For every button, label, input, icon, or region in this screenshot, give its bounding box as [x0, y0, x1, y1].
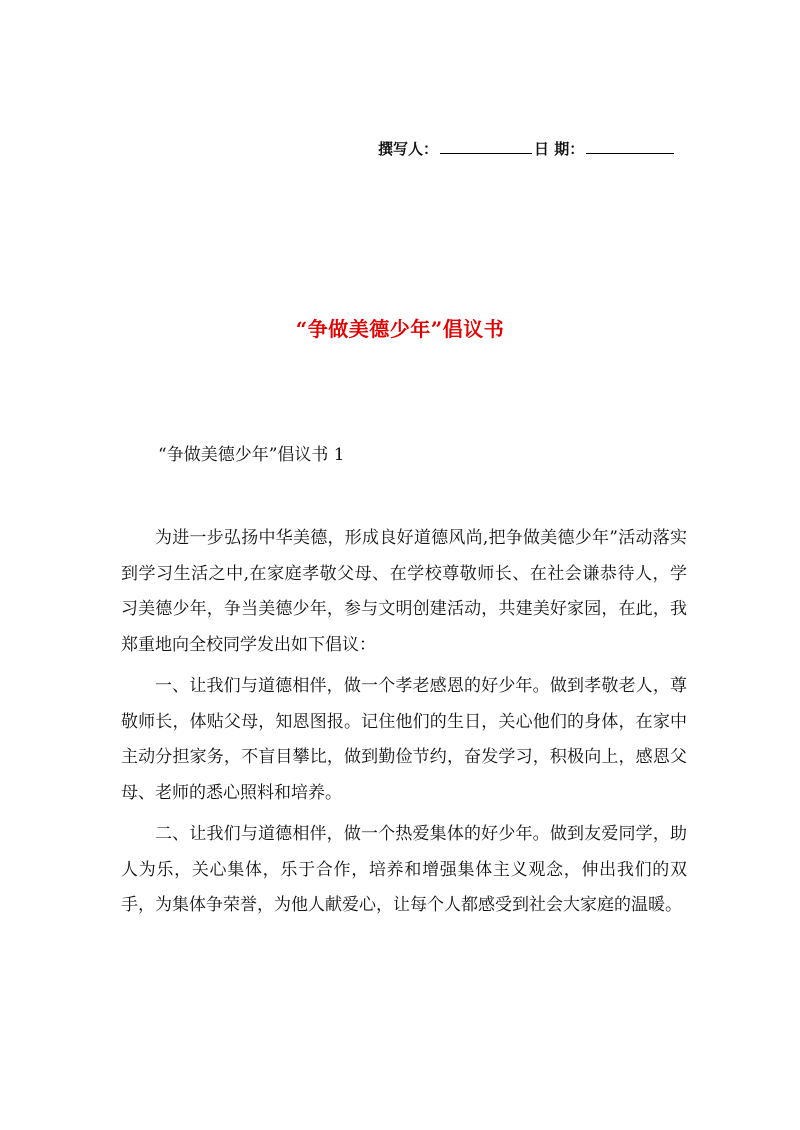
document-body [121, 521, 687, 930]
author-date-line [378, 138, 674, 159]
date-blank-line [586, 139, 674, 154]
paragraph-point-1: 一、让我们与道德相伴，做一个孝老感恩的好少年。做到孝敬老人，尊敬师长，体贴父母，知恩图报。记住他们的生日，关心他们的身体，在家中主动分担家务，不盲目攀比，做到勤俭节约，奋发学习，积极向上，感恩父母、老师的悉心照料和培养。 [121, 676, 687, 803]
date-label: 日 期： [534, 140, 585, 158]
author-blank-line [440, 139, 532, 154]
paragraph-point-2: 二、让我们与道德相伴，做一个热爱集体的好少年。做到友爱同学，助人为乐，关心集体，乐于合作，培养和增强集体主义观念，伸出我们的双手，为集体争荣誉，为他人献爱心，让每个人都感受到社会大家庭的温暖。 [121, 824, 687, 915]
document-title: “争做美德少年”倡议书 [295, 317, 505, 341]
paragraph-intro: 为进一步弘扬中华美德，形成良好道德风尚,把争做美德少年”活动落实到学习生活之中,在家庭孝敬父母、在学校尊敬师长、在社会谦恭待人，学习美德少年，争当美德少年，参与文明创建活动，共建美好家园，在此，我郑重地向全校同学发出如下倡议： [121, 528, 687, 655]
author-label: 撰写人： [378, 140, 439, 158]
document-subtitle: “争做美德少年”倡议书 1 [158, 445, 345, 465]
